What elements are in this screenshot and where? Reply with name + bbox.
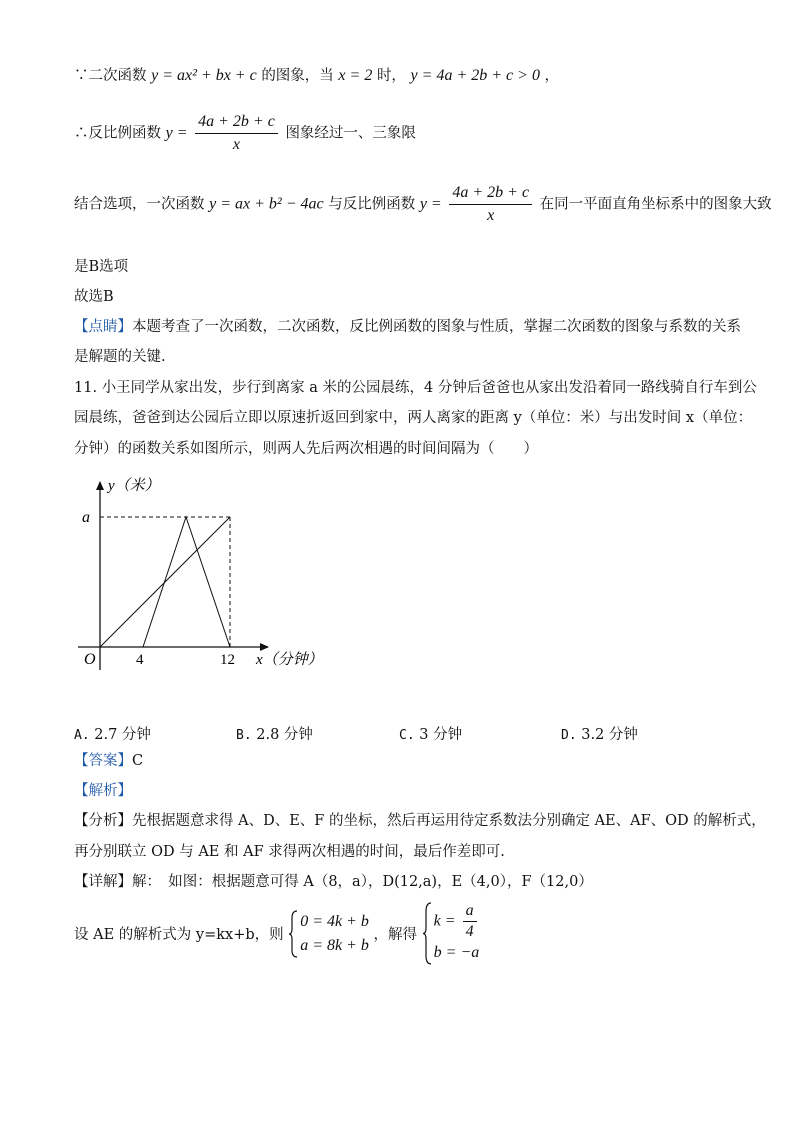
- k-numerator: a: [463, 902, 477, 922]
- bike-line-eaf: [143, 517, 230, 647]
- option-a[interactable]: [74, 723, 151, 744]
- option-a-text: 2.7 分钟: [94, 727, 151, 743]
- y-expression: y = 4a + 2b + c > 0: [410, 67, 540, 84]
- fenxi-line-1: [74, 811, 766, 831]
- k-fraction: [463, 902, 477, 941]
- x-tick-4: 4: [136, 652, 144, 668]
- system1-row1: 0 = 4k + b: [300, 912, 369, 930]
- fraction-denominator: x: [232, 136, 241, 153]
- question-line-1: 11. 小王同学从家出发，步行到离家 a 米的公园晨练，4 分钟后爸爸也从家出发沿着同一路线骑自行车到公: [74, 380, 757, 396]
- fenxi-line-2: 再分别联立 OD 与 AE 和 AF 求得两次相遇的时间，最后作差即可.: [74, 844, 505, 860]
- option-d[interactable]: [561, 723, 638, 744]
- detail-2-prefix: 设 AE 的解析式为 y=kx+b，则: [74, 927, 284, 943]
- comment-text-1: 本题考查了一次函数，二次函数，反比例函数的图象与性质，掌握二次函数的图象与系数的关系: [132, 319, 741, 335]
- option-c[interactable]: [399, 723, 462, 744]
- comment-line-1: [74, 317, 741, 337]
- detail-text-1: 解： 如图：根据题意可得 A（8，a），D(12,a)，E（4,0），F（12,0）: [132, 874, 593, 890]
- fraction-denominator-2: x: [487, 207, 495, 224]
- quadratic-function: y = ax² + bx + c: [151, 67, 257, 84]
- system2-row2: b = −a: [433, 944, 480, 961]
- answer-tag: 【答案】: [74, 753, 132, 769]
- option-b-text: 2.8 分钟: [256, 727, 313, 743]
- y-tick-a: a: [82, 509, 90, 526]
- comment-tag: 【点睛】: [74, 319, 132, 335]
- x-tick-12: 12: [220, 652, 235, 668]
- line3-prefix: 结合选项，一次函数: [74, 196, 205, 213]
- detail-2-mid: ，解得: [373, 927, 418, 943]
- left-brace-icon: [288, 910, 298, 958]
- line3-lhs: y =: [419, 195, 442, 213]
- option-c-letter: C.: [399, 728, 415, 743]
- text-line-1: [74, 66, 559, 86]
- fenxi-text-1: 先根据题意求得 A、D、E、F 的坐标，然后再运用待定系数法分别确定 AE、AF、OD 的解析式，: [132, 813, 766, 829]
- line2-lhs: y =: [165, 124, 188, 142]
- line1-prefix: ∵二次函数: [74, 68, 147, 84]
- option-b-letter: B.: [236, 728, 252, 743]
- text-line-3: [74, 183, 772, 226]
- system2-k-lhs: k =: [433, 912, 456, 930]
- line2-prefix: ∴反比例函数: [74, 125, 161, 142]
- fraction-numerator: 4a + 2b + c: [195, 112, 278, 134]
- detail-line-2: [74, 902, 480, 965]
- line3-suffix: 在同一平面直角坐标系中的图象大致: [539, 196, 772, 213]
- answer-value: C: [132, 753, 144, 769]
- comment-line-2: 是解题的关键.: [74, 349, 166, 365]
- analysis-tag: 【解析】: [74, 783, 132, 799]
- text-line-4: 是B选项: [74, 259, 129, 275]
- option-a-letter: A.: [74, 728, 90, 743]
- option-d-text: 3.2 分钟: [581, 727, 638, 743]
- detail-tag: 【详解】: [74, 874, 132, 890]
- x-condition: x = 2: [338, 67, 373, 84]
- k-denominator: 4: [465, 923, 474, 940]
- inverse-fraction: [195, 112, 278, 155]
- linear-function: y = ax + b² − 4ac: [209, 195, 324, 213]
- system2-row1: [434, 902, 480, 941]
- origin-label: O: [84, 651, 96, 668]
- x-axis-label: x（分钟）: [256, 652, 323, 668]
- y-axis-label: y（米）: [108, 478, 160, 494]
- question-line-2: 园晨练，爸爸到达公园后立即以原速折返回到家中，两人离家的距离 y（单位：米）与出发时间 x（单位：: [74, 410, 753, 426]
- answer-line: [74, 751, 143, 771]
- equation-system-1: [288, 910, 369, 958]
- fenxi-tag: 【分析】: [74, 813, 132, 829]
- system1-row2: a = 8k + b: [300, 936, 369, 954]
- text-line-5: 故选B: [74, 289, 114, 305]
- option-c-text: 3 分钟: [419, 727, 463, 743]
- option-b[interactable]: [236, 723, 313, 744]
- line1-tail: ，: [544, 68, 560, 84]
- line1-mid2: 时，: [376, 68, 406, 84]
- text-line-2: [74, 112, 416, 155]
- line3-mid: 与反比例函数: [328, 196, 416, 213]
- distance-time-graph: [60, 470, 360, 680]
- inverse-fraction-2: [449, 183, 532, 226]
- equation-system-2: [422, 902, 480, 965]
- question-line-3: 分钟）的函数关系如图所示，则两人先后两次相遇的时间间隔为（ ）: [74, 441, 538, 457]
- option-d-letter: D.: [561, 728, 577, 743]
- left-brace-icon-2: [422, 902, 432, 965]
- line2-suffix: 图象经过一、三象限: [285, 125, 416, 142]
- line1-mid1: 的图象，当: [261, 68, 334, 84]
- detail-line-1: [74, 872, 593, 892]
- fraction-numerator-2: 4a + 2b + c: [449, 183, 532, 205]
